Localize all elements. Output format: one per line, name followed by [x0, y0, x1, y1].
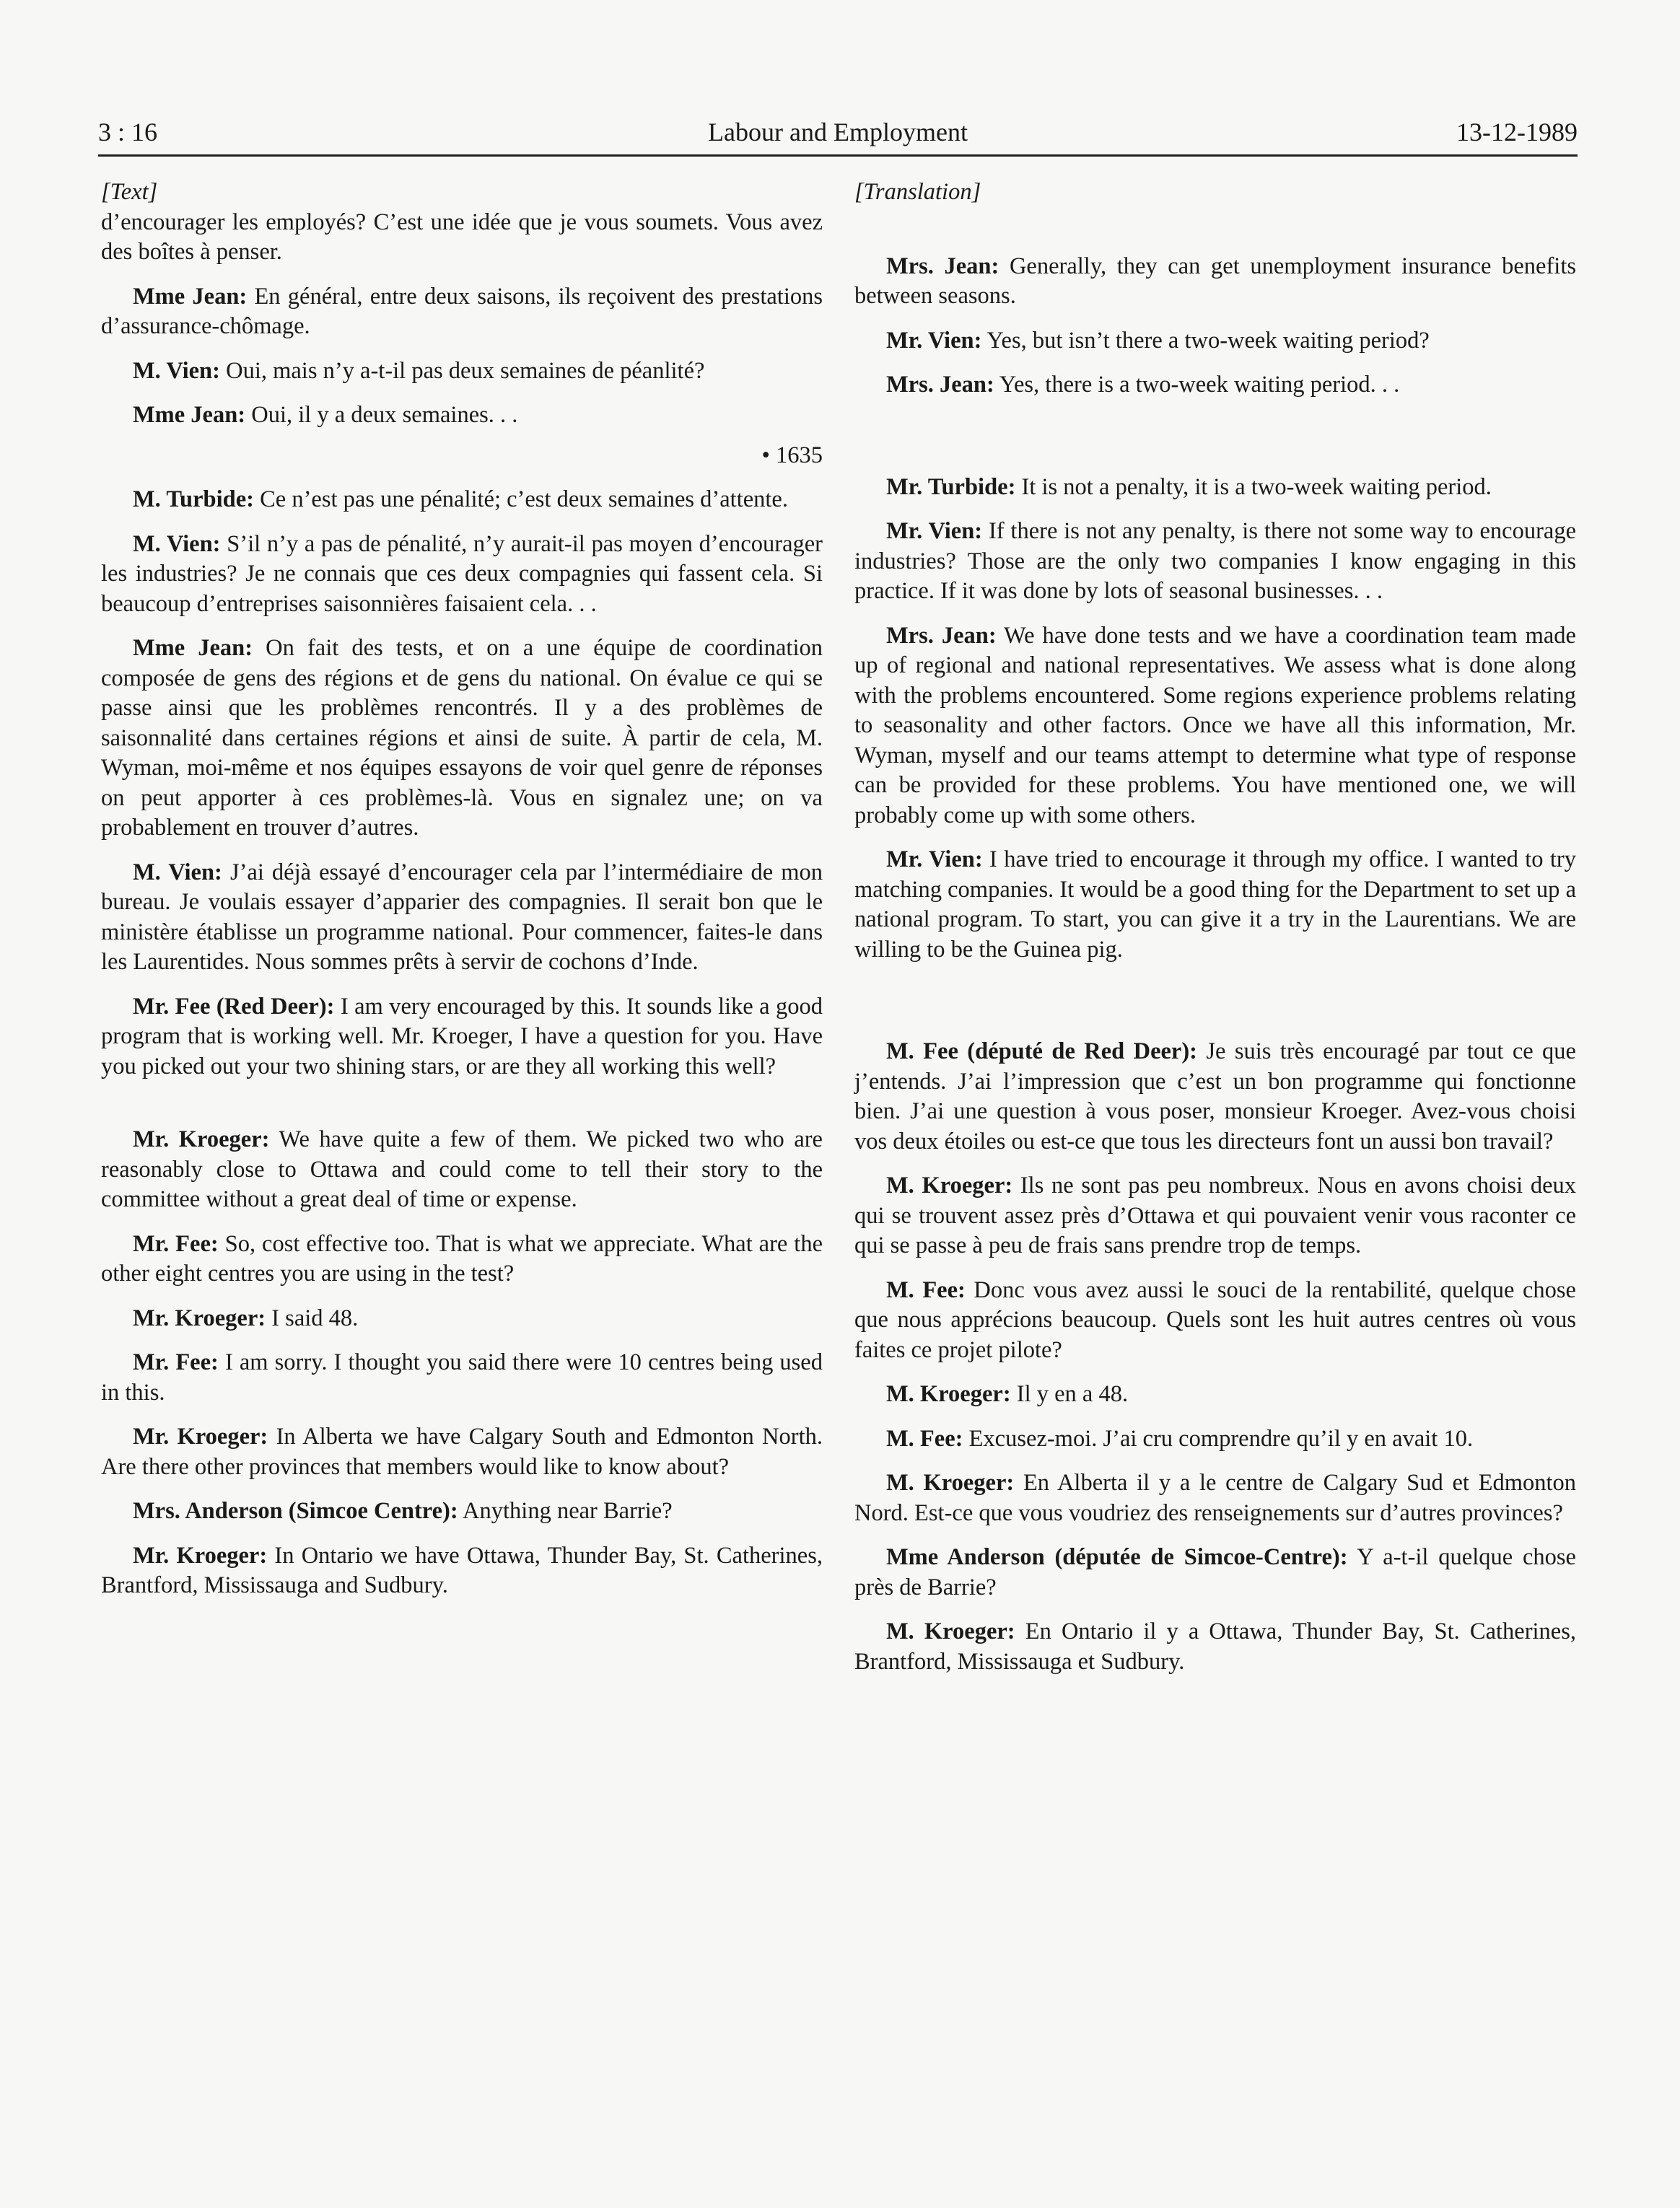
speaker-name: Mr. Fee: — [133, 1349, 219, 1375]
speaker-turn — [101, 1541, 823, 1601]
speaker-text: Excusez-moi. J’ai cru comprendre qu’il y en avait 10. — [963, 1425, 1474, 1452]
speaker-turn — [854, 1380, 1576, 1410]
speaker-name: M. Turbide: — [133, 486, 254, 512]
speaker-text: I am sorry. I thought you said there were 10 centres being used in this. — [101, 1349, 823, 1406]
speaker-name: Mr. Kroeger: — [133, 1424, 268, 1450]
speaker-text: En Alberta il y a le centre de Calgary Sud et Edmonton Nord. Est-ce que vous voudriez des renseignements sur d’autres provinces? — [854, 1470, 1577, 1526]
speaker-text: Anything near Barrie? — [458, 1498, 673, 1524]
speaker-turn — [101, 1304, 823, 1334]
speaker-name: Mrs. Jean: — [886, 253, 999, 279]
speaker-turn — [854, 326, 1576, 356]
speaker-text: Donc vous avez aussi le souci de la rentabilité, quelque chose que nous apprécions beaucoup. Quels sont les huit autres centres où vous faites ce projet pilote? — [854, 1276, 1576, 1363]
speaker-turn — [854, 1276, 1576, 1366]
speaker-turn — [101, 1125, 823, 1215]
speaker-turn — [854, 1543, 1576, 1603]
column-label: [Text] — [101, 179, 158, 205]
speaker-text: If there is not any penalty, is there not some way to encourage industries? Those are the only two companies I know engaging in this practice. If it was done by lots of seasonal businesses. . . — [854, 518, 1576, 604]
speaker-turn — [854, 1617, 1576, 1677]
speaker-turn — [854, 473, 1576, 503]
speaker-name: M. Kroeger: — [886, 1618, 1015, 1644]
speaker-text: Generally, they can get unemployment insurance benefits between seasons. — [854, 253, 1576, 309]
speaker-text: Yes, there is a two-week waiting period. . . — [994, 372, 1400, 398]
speaker-name: Mme Anderson (députée de Simcoe-Centre): — [886, 1544, 1348, 1570]
turns-group — [101, 1125, 823, 1601]
speaker-text: On fait des tests, et on a une équipe de coordination composée de gens des régions et de gens du national. On évalue ce qui se passe ainsi que les problèmes rencontrés. Il y a des problèmes de saisonnalité dans certaines régions et ainsi de suite. À partir de cela, M. Wyman, moi-même et nos équipes essayons de voir quel genre de réponses on peut apporter à ces problèmes-là. Vous en signalez une; on va probablement en trouver d’autres. — [101, 635, 823, 841]
speaker-name: M. Fee (député de Red Deer): — [886, 1038, 1197, 1064]
speaker-name: Mme Jean: — [133, 635, 253, 661]
speaker-name: M. Kroeger: — [886, 1173, 1013, 1199]
turns-group — [854, 473, 1576, 965]
speaker-text: We have done tests and we have a coordination team made up of regional and national representatives. We assess what is done along with the problems encountered. Some regions experience problems relating to seasonality and other factors. Once we have all this information, Mr. Wyman, myself and our teams attempt to determine what type of response can be provided for these problems. You have mentioned one, we will probably come up with some others. — [854, 622, 1576, 828]
speaker-turn — [854, 1468, 1576, 1528]
speaker-name: M. Vien: — [133, 530, 221, 557]
turns-group — [101, 282, 823, 431]
speaker-text: In Ontario we have Ottawa, Thunder Bay, St. Catherines, Brantford, Mississauga and Sudbury. — [101, 1542, 823, 1598]
speaker-turn — [854, 370, 1576, 400]
speaker-text: En général, entre deux saisons, ils reçoivent des prestations d’assurance-chômage. — [101, 283, 823, 339]
speaker-turn — [854, 1171, 1576, 1261]
speaker-name: Mrs. Jean: — [886, 372, 994, 398]
right-column — [854, 178, 1576, 1677]
speaker-text: Ce n’est pas une pénalité; c’est deux semaines d’attente. — [253, 486, 788, 512]
speaker-text: It is not a penalty, it is a two-week waiting period. — [1015, 473, 1492, 500]
speaker-text: So, cost effective too. That is what we appreciate. What are the other eight centres you are using in the test? — [101, 1230, 823, 1287]
speaker-text: Y a-t-il quelque chose près de Barrie? — [854, 1544, 1576, 1600]
speaker-turn — [101, 485, 823, 515]
speaker-name: Mr. Turbide: — [886, 473, 1016, 500]
speaker-name: M. Vien: — [133, 357, 220, 384]
intro-paragraph: d’encourager les employés? C’est une idée que je vous soumets. Vous avez des boîtes à penser. — [101, 209, 823, 265]
speaker-name: M. Fee: — [886, 1425, 963, 1452]
speaker-turn — [101, 356, 823, 387]
speaker-text: S’il n’y a pas de pénalité, n’y aurait-il pas moyen d’encourager les industries? Je ne connais que ces deux compagnies qui fassent cela. Si beaucoup d’entreprises saisonnières faisaient cela. . . — [101, 530, 823, 617]
speaker-turn — [101, 858, 823, 978]
speaker-text: Oui, mais n’y a-t-il pas deux semaines de péanlité? — [219, 357, 705, 384]
speaker-name: Mme Jean: — [133, 402, 246, 428]
speaker-turn — [101, 282, 823, 342]
page-date: 13-12-1989 — [1456, 118, 1578, 146]
speaker-text: Il y en a 48. — [1010, 1381, 1129, 1407]
speaker-name: Mrs. Jean: — [886, 622, 997, 649]
speaker-turn — [101, 530, 823, 620]
speaker-turn — [854, 845, 1576, 965]
speaker-turn — [101, 1348, 823, 1408]
page-title: Labour and Employment — [708, 118, 968, 146]
left-column — [101, 178, 823, 1601]
speaker-turn — [854, 517, 1576, 607]
speaker-name: M. Vien: — [133, 859, 222, 885]
speaker-turn — [101, 1422, 823, 1482]
speaker-name: Mr. Vien: — [886, 846, 983, 872]
column-label: [Translation] — [854, 179, 981, 205]
speaker-text: I am very encouraged by this. It sounds like a good program that is working well. Mr. Kroeger, I have a question for you. Have you picked out your two shining stars, or are they all working this well? — [101, 993, 823, 1079]
speaker-turn — [854, 621, 1576, 831]
speaker-text: Yes, but isn’t there a two-week waiting period? — [981, 327, 1430, 354]
speaker-name: Mr. Fee: — [133, 1230, 219, 1257]
speaker-name: Mme Jean: — [133, 283, 248, 310]
page-header — [98, 117, 1578, 157]
speaker-text: We have quite a few of them. We picked two who are reasonably close to Ottawa and could come to tell their story to the committee without a great deal of time or expense. — [101, 1126, 823, 1212]
speaker-name: Mr. Kroeger: — [133, 1126, 270, 1152]
turns-group — [101, 485, 823, 1082]
speaker-text: I said 48. — [266, 1305, 359, 1331]
speaker-name: Mr. Vien: — [886, 518, 983, 544]
speaker-turn — [101, 1230, 823, 1289]
time-marker: • 1635 — [761, 442, 823, 468]
speaker-name: M. Kroeger: — [886, 1470, 1015, 1496]
speaker-name: Mrs. Anderson (Simcoe Centre): — [133, 1498, 458, 1524]
speaker-text: Oui, il y a deux semaines. . . — [245, 402, 518, 428]
speaker-turn — [101, 634, 823, 844]
speaker-turn — [101, 400, 823, 431]
speaker-name: Mr. Kroeger: — [133, 1305, 266, 1331]
speaker-text: I have tried to encourage it through my office. I wanted to try matching companies. It would be a good thing for the Department to set up a national program. To start, you can give it a try in the Laurentians. We are willing to be the Guinea pig. — [854, 846, 1576, 963]
speaker-turn — [854, 1424, 1576, 1455]
turns-group — [854, 1037, 1576, 1677]
page-number: 3 : 16 — [98, 118, 158, 146]
speaker-name: Mr. Kroeger: — [133, 1542, 268, 1569]
speaker-text: In Alberta we have Calgary South and Edmonton North. Are there other provinces that members would like to know about? — [101, 1424, 823, 1480]
speaker-text: J’ai déjà essayé d’encourager cela par l’intermédiaire de mon bureau. Je voulais essayer d’apparier des compagnies. Il serait bon que le ministère établisse un programme national. Pour commencer, faites-le dans les Laurentides. Nous sommes prêts à servir de cochons d’Inde. — [101, 859, 823, 975]
speaker-name: M. Kroeger: — [886, 1381, 1011, 1407]
speaker-name: Mr. Fee (Red Deer): — [133, 993, 335, 1020]
speaker-text: Je suis très encouragé par tout ce que j’entends. J’ai l’impression que c’est un bon programme qui fonctionne bien. J’ai une question à vous poser, monsieur Kroeger. Avez-vous choisi vos deux étoiles ou est-ce que tous les directeurs font un aussi bon travail? — [854, 1038, 1576, 1155]
speaker-text: En Ontario il y a Ottawa, Thunder Bay, St. Catherines, Brantford, Mississauga et Sudbury. — [854, 1618, 1576, 1675]
speaker-turn — [101, 1497, 823, 1527]
speaker-name: Mr. Vien: — [886, 327, 982, 354]
speaker-text: Ils ne sont pas peu nombreux. Nous en avons choisi deux qui se trouvent assez près d’Ottawa et qui pouvaient venir vous raconter ce qui se passe à peu de frais sans prendre trop de temps. — [854, 1173, 1576, 1258]
speaker-turn — [854, 252, 1576, 312]
speaker-turn — [101, 992, 823, 1082]
speaker-name: M. Fee: — [886, 1276, 966, 1303]
turns-group — [854, 252, 1576, 400]
speaker-turn — [854, 1037, 1576, 1157]
